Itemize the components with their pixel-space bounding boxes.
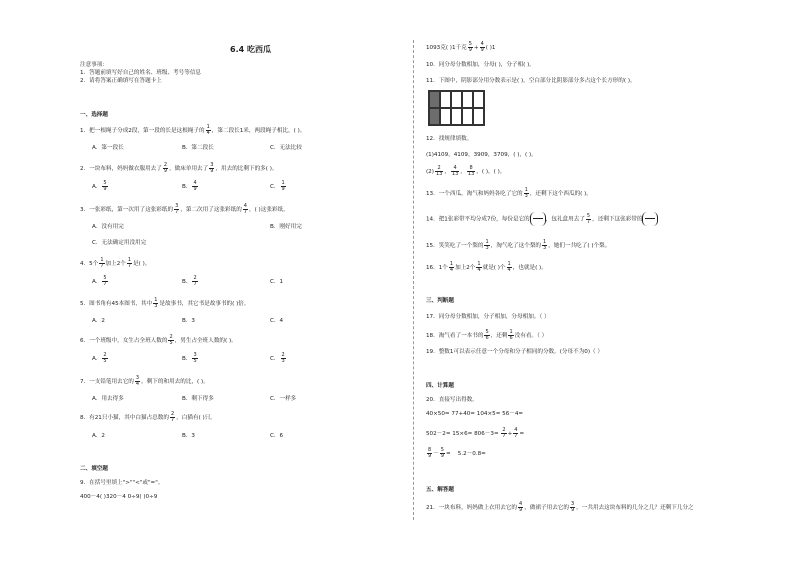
question-20: 20．直接写出得数。 — [426, 397, 478, 403]
question-13[interactable]: 13．一个西瓜，淘气和妈妈各吃了它的 $\frac{1}{3}$ ，还剩下这个西瓜的( )。 — [426, 187, 592, 199]
question-16[interactable]: 16．1个 $\frac{1}{4}$ 加上2个 $\frac{1}{4}$ 就是( )个 $\frac{1}{4}$ ，也就是( )。 — [426, 261, 547, 273]
notice-1: 1．答题前填写好自己的姓名、班级、考号等信息 — [80, 70, 202, 76]
grid-cell — [429, 91, 440, 108]
q4-option-a[interactable]: A． $\frac{5}{7}$ — [92, 275, 107, 287]
notice-2: 2．请将答案正确填写在答题卡上 — [80, 78, 162, 84]
question-12: 12．找规律填数。 — [426, 136, 473, 142]
notice-heading: 注意事项： — [80, 62, 108, 68]
calc-row-1[interactable]: 40×50= 77+40= 104×5= 56－4= — [426, 411, 524, 417]
section-calc: 四、计算题 — [426, 383, 454, 389]
question-21[interactable]: 21．一块布料，妈妈做上衣用去它的 $\frac{4}{9}$ ，做裙子用去它的 $\frac{3}{9}$ ，一共用去这块布料的几分之几？还剩下几分之 — [426, 501, 694, 513]
grid-cell — [462, 108, 473, 125]
section-fill: 二、填空题 — [80, 466, 108, 472]
calc-row-3[interactable]: $\frac{8}{9}$ － $\frac{5}{9}$ = 5.2－0.8= — [428, 447, 486, 459]
q8-option-b[interactable]: B．3 — [182, 433, 195, 439]
section-judge: 三、判断题 — [426, 298, 454, 304]
question-2: 2．一块布料，妈妈做衣服用去了 $\frac{2}{9}$ ，做床单用去了 $\frac{3}{9}$ ，用去的比剩下的多( )。 — [80, 162, 278, 174]
grid-cell — [429, 108, 440, 125]
fraction: $\frac{1}{4}$ — [206, 124, 210, 136]
question-17[interactable]: 17．同分母分数相加，分子相加，分母相加。（ ） — [426, 314, 550, 320]
grid-cell — [451, 108, 462, 125]
question-9-line[interactable]: 400－4( )320－4 0÷9( )0÷9 — [80, 494, 158, 500]
q5-option-c[interactable]: C．4 — [270, 318, 284, 324]
q3-option-b[interactable]: B．刚好用完 — [270, 224, 302, 230]
q8-option-c[interactable]: C．6 — [270, 433, 284, 439]
question-9-continued[interactable]: 1093克( )1千克 $\frac{5}{9}$ + $\frac{4}{9}$ ( )1 — [426, 41, 496, 53]
question-9: 9．在括号里填上">""<"或"="。 — [80, 480, 164, 486]
rectangle-grid-figure — [428, 90, 485, 126]
question-11[interactable]: 11．下图中，阴影部分用分数表示是( )，空白部分比阴影部分多占这个长方形的( )。 — [426, 78, 636, 84]
question-5: 5．图书角有45本图书，其中 $\frac{1}{3}$ 是故事书，其它书是故事书的( )倍。 — [80, 297, 250, 309]
question-1: 1．把一根绳子分成2段，第一段的长是这根绳子的 $\frac{1}{4}$ ，第二段长1米，两段绳子相比，( )。 — [80, 124, 306, 136]
q4-option-b[interactable]: B． $\frac{2}{7}$ — [182, 275, 197, 287]
q7-option-b[interactable]: B．剩下得多 — [182, 396, 214, 402]
grid-cell — [451, 91, 462, 108]
question-3: 3．一张彩纸，第一次用了这张彩纸的 $\frac{3}{7}$ ，第二次用了这张彩纸的 $\frac{4}{7}$ ，( )这张彩纸。 — [80, 203, 289, 215]
q5-option-a[interactable]: A．2 — [92, 318, 105, 324]
answer-box[interactable] — [530, 212, 546, 226]
grid-cell — [440, 91, 451, 108]
q3-option-c[interactable]: C．无法确定用没用完 — [92, 240, 147, 246]
q2-option-b[interactable]: B． $\frac{4}{9}$ — [182, 180, 197, 192]
q5-option-b[interactable]: B．3 — [182, 318, 195, 324]
page-title: 6.4 吃西瓜 — [230, 45, 271, 54]
q3-option-a[interactable]: A．没有用完 — [92, 224, 124, 230]
grid-cell — [440, 108, 451, 125]
question-10[interactable]: 10．同分母分数相加，分母( )，分子相( )。 — [426, 62, 535, 68]
grid-cell — [473, 91, 484, 108]
question-12-2[interactable]: (2) $\frac{2}{13}$ ， $\frac{4}{13}$ ， $\frac{8}{13}$ ，( )，( )。 — [426, 165, 506, 177]
q1-option-c[interactable]: C．无法比较 — [270, 145, 302, 151]
q1-option-a[interactable]: A．第一段长 — [92, 145, 124, 151]
question-6: 6．一个班级中，女生占全班人数的 $\frac{2}{5}$ ，男生占全班人数的( )。 — [80, 334, 237, 346]
q4-option-c[interactable]: C．1 — [270, 279, 284, 285]
grid-cell — [462, 91, 473, 108]
question-19[interactable]: 19．整数1可以表示任意一个分母和分子相同的分数。(分母不为0)（ ） — [426, 349, 604, 355]
question-8: 8．有21只小猫，其中白猫占总数的 $\frac{2}{7}$ ，白猫有( )只。 — [80, 411, 216, 423]
q1-option-b[interactable]: B．第二段长 — [182, 145, 214, 151]
q7-option-c[interactable]: C．一样多 — [270, 396, 297, 402]
answer-box[interactable] — [642, 212, 658, 226]
question-7: 7．一支铅笔用去它的 $\frac{3}{4}$ ，剩下的和用去的比，( )。 — [80, 375, 209, 387]
question-12-1[interactable]: (1)4109，4109，3909，3709，( )，( )。 — [426, 152, 537, 158]
section-answer: 五、解答题 — [426, 487, 454, 493]
grid-cell — [473, 108, 484, 125]
section-choice: 一、选择题 — [80, 112, 108, 118]
q2-option-a[interactable]: A． $\frac{5}{9}$ — [92, 180, 107, 192]
column-divider — [413, 40, 414, 520]
q8-option-a[interactable]: A．2 — [92, 433, 105, 439]
q6-option-c[interactable]: C． $\frac{2}{3}$ — [270, 352, 285, 364]
question-4: 4．5个 $\frac{1}{7}$ 加上2个 $\frac{1}{7}$ 是( )。 — [80, 257, 151, 269]
question-14[interactable]: 14．把1张彩带平均分成7份，每份是它的 ，包礼盒用去了 $\frac{5}{7}$ ，还剩下这张彩带的 — [426, 212, 658, 226]
calc-row-2[interactable]: 502－2= 15×6= 806－3= $\frac{2}{7}$ + $\frac{4}{7}$ = — [426, 427, 525, 439]
q2-option-c[interactable]: C． $\frac{1}{9}$ — [270, 180, 285, 192]
q6-option-b[interactable]: B． $\frac{3}{5}$ — [182, 352, 197, 364]
q7-option-a[interactable]: A．用去得多 — [92, 396, 124, 402]
question-18[interactable]: 18．淘气看了一本书的 $\frac{5}{6}$ ，还剩 $\frac{1}{6}$ 没有看。（ ） — [426, 329, 548, 341]
q6-option-a[interactable]: A． $\frac{2}{5}$ — [92, 352, 107, 364]
question-15[interactable]: 15．笑笑吃了一个梨的 $\frac{1}{3}$ ，淘气吃了这个梨的 $\frac{1}{3}$ ，她们一共吃了( )个梨。 — [426, 239, 611, 251]
